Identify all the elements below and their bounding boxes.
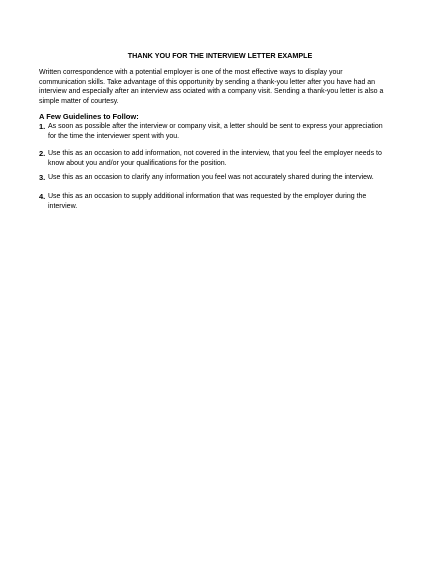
guideline-text — [48, 192, 403, 211]
intro-paragraph — [39, 68, 403, 106]
guidelines-heading: A Few Guidelines to Follow: — [39, 112, 139, 121]
guideline-line: know about you and/or your qualifications for the position. — [48, 159, 227, 167]
guideline-text — [48, 149, 403, 168]
guideline-number: 4. — [39, 192, 46, 201]
document-title: THANK YOU FOR THE INTERVIEW LETTER EXAMPLE — [127, 51, 313, 60]
intro-line: communication skills. Take advantage of this opportunity by sending a thank-you letter after you have had an — [39, 78, 376, 86]
guideline-line: As soon as possible after the interview or company visit, a letter should be sent to express your appreciation — [48, 123, 383, 130]
guideline-number: 3. — [39, 173, 46, 182]
guideline-number: 2. — [39, 149, 46, 158]
guideline-text — [48, 122, 403, 141]
guideline-text — [48, 173, 403, 183]
guideline-line: interview. — [48, 202, 78, 210]
intro-line: Written correspondence with a potential employer is one of the most effective ways to display your — [39, 69, 343, 76]
guideline-line: for the time the interviewer spent with you. — [48, 132, 180, 140]
guideline-line: Use this as an occasion to add information, not covered in the interview, that you feel the employer needs to — [48, 150, 382, 157]
guideline-line: Use this as an occasion to clarify any information you feel was not accurately shared during the interview. — [48, 174, 374, 181]
intro-line: interview and especially after an interview ass ociated with a company visit. Sending a thank-you letter is also a — [39, 88, 384, 95]
guideline-number: 1. — [39, 122, 46, 131]
guideline-line: Use this as an occasion to supply additional information that was requested by the employer during the — [48, 193, 367, 200]
intro-line: simple matter of courtesy. — [39, 97, 119, 105]
